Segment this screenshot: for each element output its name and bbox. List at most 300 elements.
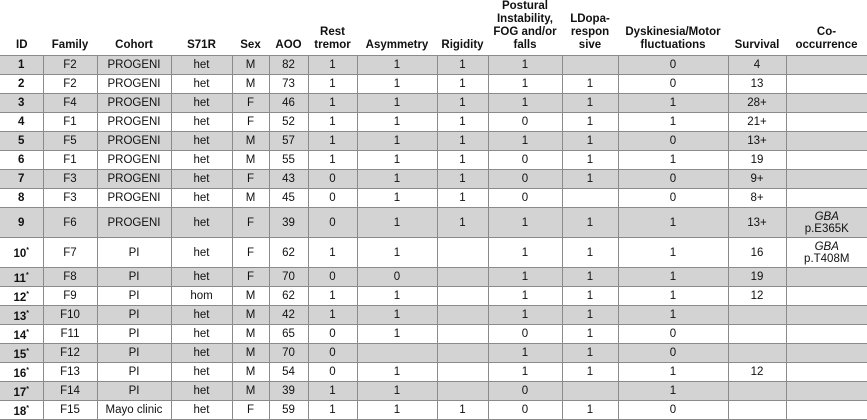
column-header: Family — [51, 39, 89, 51]
cell — [437, 325, 488, 344]
cell-id — [0, 401, 43, 420]
cell: 54 — [269, 363, 308, 382]
footnote-mark: * — [26, 290, 30, 298]
cell: 0 — [488, 113, 562, 132]
cell-id — [0, 75, 43, 94]
cell: 0 — [618, 132, 728, 151]
cell-id — [0, 94, 43, 113]
cell: F12 — [43, 344, 97, 363]
cell: 0 — [308, 170, 357, 189]
cell: 1 — [488, 208, 562, 238]
cell: 1 — [618, 363, 728, 382]
cell: 1 — [357, 113, 437, 132]
cell: F5 — [43, 132, 97, 151]
cell: 1 — [488, 132, 562, 151]
cell — [728, 306, 786, 325]
cell — [562, 382, 618, 401]
cell: 1 — [437, 170, 488, 189]
column-header: Sex — [240, 39, 261, 51]
cell: 1 — [488, 238, 562, 268]
cell-co-occurrence — [786, 170, 867, 189]
footnote-mark: * — [26, 385, 30, 393]
cell: 0 — [488, 151, 562, 170]
cell-id — [0, 238, 43, 268]
cell: 1 — [308, 306, 357, 325]
cell — [437, 344, 488, 363]
cell: 1 — [437, 189, 488, 208]
cell: F1 — [43, 113, 97, 132]
cell: 0 — [308, 189, 357, 208]
cell: 1 — [488, 94, 562, 113]
column-header: Rest tremor — [314, 26, 351, 51]
cell: 1 — [437, 75, 488, 94]
table-row — [0, 208, 867, 238]
cell: F — [232, 268, 269, 287]
cell: 1 — [488, 268, 562, 287]
cell: 39 — [269, 208, 308, 238]
cell: 82 — [269, 56, 308, 75]
cell: F14 — [43, 382, 97, 401]
column-header: Postural Instability, FOG and/or falls — [493, 0, 557, 51]
table-row — [0, 382, 867, 401]
cell: 1 — [308, 151, 357, 170]
cell: 1 — [308, 238, 357, 268]
cell: 1 — [357, 75, 437, 94]
cell: 1 — [618, 268, 728, 287]
cell: 1 — [357, 306, 437, 325]
cell: 1 — [437, 151, 488, 170]
cell: 0 — [618, 75, 728, 94]
cell: M — [232, 287, 269, 306]
column-header: ID — [16, 39, 28, 51]
cell: 1 — [357, 151, 437, 170]
cell: 1 — [357, 94, 437, 113]
cell: F6 — [43, 208, 97, 238]
cell: PROGENI — [97, 94, 171, 113]
cell: 28+ — [728, 94, 786, 113]
cell: M — [232, 75, 269, 94]
cell: F9 — [43, 287, 97, 306]
cell: 0 — [308, 325, 357, 344]
cell: 65 — [269, 325, 308, 344]
cell: 55 — [269, 151, 308, 170]
cell: 0 — [357, 268, 437, 287]
id-value: 11 — [13, 272, 26, 285]
cell: 4 — [728, 56, 786, 75]
cell: 0 — [308, 344, 357, 363]
cell: 62 — [269, 238, 308, 268]
cell: 1 — [562, 325, 618, 344]
column-header: Dyskinesia/Motor fluctuations — [625, 26, 721, 51]
cell: PROGENI — [97, 170, 171, 189]
id-value: 2 — [18, 78, 25, 90]
table-row — [0, 363, 867, 382]
cell — [437, 287, 488, 306]
id-value: 5 — [18, 135, 25, 147]
cell: 1 — [308, 401, 357, 420]
cell-id — [0, 306, 43, 325]
cell: PI — [97, 325, 171, 344]
cell: F7 — [43, 238, 97, 268]
cell: F3 — [43, 189, 97, 208]
cell: F11 — [43, 325, 97, 344]
cell: het — [171, 113, 232, 132]
cell-co-occurrence — [786, 132, 867, 151]
cell: F8 — [43, 268, 97, 287]
cell: 1 — [308, 56, 357, 75]
cell-co-occurrence — [786, 344, 867, 363]
footnote-mark: * — [26, 309, 30, 317]
cell: F — [232, 238, 269, 268]
column-header: Rigidity — [441, 39, 484, 51]
cell: M — [232, 344, 269, 363]
cell: 0 — [488, 170, 562, 189]
cell: 1 — [308, 382, 357, 401]
cell: 1 — [562, 306, 618, 325]
cell-co-occurrence — [786, 382, 867, 401]
cell: 1 — [562, 268, 618, 287]
cell: PROGENI — [97, 113, 171, 132]
cell: F2 — [43, 56, 97, 75]
cell-id — [0, 344, 43, 363]
id-value: 17 — [13, 386, 27, 399]
column-header: Asymmetry — [365, 39, 429, 51]
cell-co-occurrence — [786, 401, 867, 420]
cell-id — [0, 363, 43, 382]
cell: 70 — [269, 268, 308, 287]
cell: het — [171, 401, 232, 420]
cell: F4 — [43, 94, 97, 113]
table-header-row — [0, 0, 867, 56]
cell: PROGENI — [97, 75, 171, 94]
footnote-mark: * — [26, 328, 30, 336]
cell: 1 — [562, 75, 618, 94]
id-value: 16 — [13, 367, 27, 380]
cell: 1 — [618, 287, 728, 306]
cell — [728, 344, 786, 363]
cell: 45 — [269, 189, 308, 208]
column-header: Survival — [734, 39, 780, 51]
cell: 1 — [562, 401, 618, 420]
id-value: 15 — [13, 348, 27, 361]
cell — [437, 268, 488, 287]
table-row — [0, 151, 867, 170]
cell-co-occurrence — [786, 56, 867, 75]
cell: M — [232, 325, 269, 344]
cell: 62 — [269, 287, 308, 306]
cell: het — [171, 94, 232, 113]
cell: 1 — [357, 363, 437, 382]
cell: M — [232, 189, 269, 208]
cell: PI — [97, 382, 171, 401]
cell: 1 — [357, 56, 437, 75]
cell: 1 — [488, 287, 562, 306]
cell: 0 — [618, 56, 728, 75]
cell: 1 — [488, 56, 562, 75]
cell: 1 — [618, 151, 728, 170]
cell: 0 — [488, 401, 562, 420]
cell: M — [232, 306, 269, 325]
cell: 1 — [618, 238, 728, 268]
cell: 1 — [618, 208, 728, 238]
cell: het — [171, 132, 232, 151]
cell: PI — [97, 287, 171, 306]
cell: Mayo clinic — [97, 401, 171, 420]
cell: 43 — [269, 170, 308, 189]
cell: 52 — [269, 113, 308, 132]
cell: 0 — [618, 401, 728, 420]
cell: 1 — [437, 132, 488, 151]
cell: 1 — [308, 113, 357, 132]
cell — [728, 401, 786, 420]
cell — [728, 382, 786, 401]
cell: 0 — [308, 268, 357, 287]
cell: 46 — [269, 94, 308, 113]
variant: p.T408M — [804, 252, 850, 265]
table-row — [0, 306, 867, 325]
table-row — [0, 170, 867, 189]
cell — [357, 344, 437, 363]
cell: 1 — [562, 170, 618, 189]
cell: PROGENI — [97, 189, 171, 208]
column-header: Cohort — [115, 39, 153, 51]
cell: PI — [97, 344, 171, 363]
id-value: 9 — [18, 216, 25, 229]
cell: 39 — [269, 382, 308, 401]
cell: 21+ — [728, 113, 786, 132]
cell: 19 — [728, 268, 786, 287]
cell-id — [0, 268, 43, 287]
cell: het — [171, 344, 232, 363]
table-row — [0, 94, 867, 113]
cell: 1 — [562, 363, 618, 382]
footnote-mark: * — [26, 366, 30, 374]
cell: 1 — [437, 401, 488, 420]
cell: 1 — [488, 306, 562, 325]
cell: het — [171, 363, 232, 382]
cell: 0 — [618, 189, 728, 208]
id-value: 18 — [13, 405, 27, 418]
cell: 0 — [308, 208, 357, 238]
cell: 1 — [357, 382, 437, 401]
cell: F — [232, 94, 269, 113]
cell: 1 — [357, 287, 437, 306]
cell: 1 — [562, 344, 618, 363]
cell: 1 — [308, 287, 357, 306]
cell: 12 — [728, 287, 786, 306]
cell: 1 — [437, 94, 488, 113]
cell: M — [232, 151, 269, 170]
cell: het — [171, 382, 232, 401]
cell: PROGENI — [97, 208, 171, 238]
cell: 9+ — [728, 170, 786, 189]
cell: het — [171, 208, 232, 238]
cell: 1 — [618, 306, 728, 325]
id-value: 12 — [13, 291, 27, 304]
id-value: 7 — [18, 173, 25, 185]
cell: 0 — [488, 189, 562, 208]
cell: 1 — [618, 382, 728, 401]
cell: het — [171, 170, 232, 189]
id-value: 6 — [18, 154, 25, 166]
cell: PI — [97, 306, 171, 325]
cell: M — [232, 132, 269, 151]
cell: 57 — [269, 132, 308, 151]
cell-id — [0, 170, 43, 189]
id-value: 14 — [13, 329, 27, 342]
cell: 0 — [488, 382, 562, 401]
cell — [437, 238, 488, 268]
table-row — [0, 344, 867, 363]
cell: 0 — [488, 325, 562, 344]
cell-co-occurrence — [786, 363, 867, 382]
cell: 1 — [562, 208, 618, 238]
cell — [437, 306, 488, 325]
cell: 19 — [728, 151, 786, 170]
cell: 1 — [357, 401, 437, 420]
cell: 0 — [618, 170, 728, 189]
cell: 1 — [357, 189, 437, 208]
cell: 73 — [269, 75, 308, 94]
cell: 1 — [562, 94, 618, 113]
cell: het — [171, 75, 232, 94]
cell: 12 — [728, 363, 786, 382]
footnote-mark: * — [26, 404, 30, 412]
cell: 1 — [488, 344, 562, 363]
id-value: 1 — [18, 59, 25, 71]
cell-co-occurrence — [786, 287, 867, 306]
cell: F — [232, 401, 269, 420]
cell-id — [0, 382, 43, 401]
cell: 1 — [437, 56, 488, 75]
cell-co-occurrence — [786, 306, 867, 325]
cell — [728, 325, 786, 344]
column-header: LDopa-respon sive — [570, 13, 610, 51]
cell-id — [0, 208, 43, 238]
footnote-mark: * — [26, 347, 30, 355]
footnote-mark: * — [25, 271, 29, 279]
cell: het — [171, 189, 232, 208]
cell-id — [0, 113, 43, 132]
cell: 1 — [308, 75, 357, 94]
cell: F2 — [43, 75, 97, 94]
cell-co-occurrence — [786, 238, 867, 268]
cell: F10 — [43, 306, 97, 325]
cell: 1 — [357, 208, 437, 238]
cell: het — [171, 325, 232, 344]
cell — [437, 363, 488, 382]
cell: 8+ — [728, 189, 786, 208]
gene-name: GBA — [814, 210, 839, 223]
cell: F — [232, 208, 269, 238]
cell: het — [171, 151, 232, 170]
table-row — [0, 132, 867, 151]
id-value: 10 — [13, 247, 27, 260]
cell: het — [171, 306, 232, 325]
cell: 59 — [269, 401, 308, 420]
cell: M — [232, 363, 269, 382]
cell: hom — [171, 287, 232, 306]
table-row — [0, 287, 867, 306]
cell: 1 — [562, 113, 618, 132]
id-value: 8 — [18, 192, 25, 204]
cell: PROGENI — [97, 56, 171, 75]
cell — [562, 56, 618, 75]
cell: F15 — [43, 401, 97, 420]
cell-id — [0, 325, 43, 344]
cell: M — [232, 56, 269, 75]
cell-id — [0, 132, 43, 151]
cell: het — [171, 238, 232, 268]
cell: 1 — [357, 238, 437, 268]
cell: F3 — [43, 170, 97, 189]
cell: 1 — [562, 151, 618, 170]
cell — [562, 189, 618, 208]
cell: 13 — [728, 75, 786, 94]
table-row — [0, 113, 867, 132]
cell-co-occurrence — [786, 75, 867, 94]
cell: het — [171, 56, 232, 75]
cell-co-occurrence — [786, 268, 867, 287]
cell: 1 — [562, 287, 618, 306]
cell: 0 — [308, 363, 357, 382]
cell: 1 — [357, 325, 437, 344]
column-header: Co-occurrence — [795, 26, 858, 51]
cell: PI — [97, 268, 171, 287]
cell — [437, 382, 488, 401]
cell: 13+ — [728, 208, 786, 238]
table-row — [0, 189, 867, 208]
table-row — [0, 75, 867, 94]
cell: PROGENI — [97, 151, 171, 170]
table-row — [0, 325, 867, 344]
cell: F1 — [43, 151, 97, 170]
cell: M — [232, 382, 269, 401]
cell: PROGENI — [97, 132, 171, 151]
cell: 13+ — [728, 132, 786, 151]
cell: 42 — [269, 306, 308, 325]
cell: 70 — [269, 344, 308, 363]
cell-co-occurrence — [786, 94, 867, 113]
cell: F — [232, 113, 269, 132]
cell-id — [0, 287, 43, 306]
id-value: 3 — [18, 97, 25, 109]
id-value: 13 — [13, 310, 27, 323]
cell-co-occurrence — [786, 189, 867, 208]
cell: 1 — [618, 113, 728, 132]
id-value: 4 — [18, 116, 25, 128]
cell-id — [0, 189, 43, 208]
gene-name: GBA — [814, 240, 839, 253]
table-body — [0, 56, 867, 420]
cell: PI — [97, 363, 171, 382]
cell-co-occurrence — [786, 325, 867, 344]
cell-co-occurrence — [786, 113, 867, 132]
column-header: S71R — [187, 39, 216, 51]
cell: 1 — [308, 94, 357, 113]
cell: 1 — [357, 132, 437, 151]
table-row — [0, 268, 867, 287]
cell: 1 — [562, 238, 618, 268]
cell-id — [0, 56, 43, 75]
cell: F13 — [43, 363, 97, 382]
cell: 1 — [562, 132, 618, 151]
cell: F — [232, 170, 269, 189]
cell-co-occurrence — [786, 151, 867, 170]
cell: 1 — [308, 132, 357, 151]
cell: 0 — [618, 344, 728, 363]
table-row — [0, 401, 867, 420]
